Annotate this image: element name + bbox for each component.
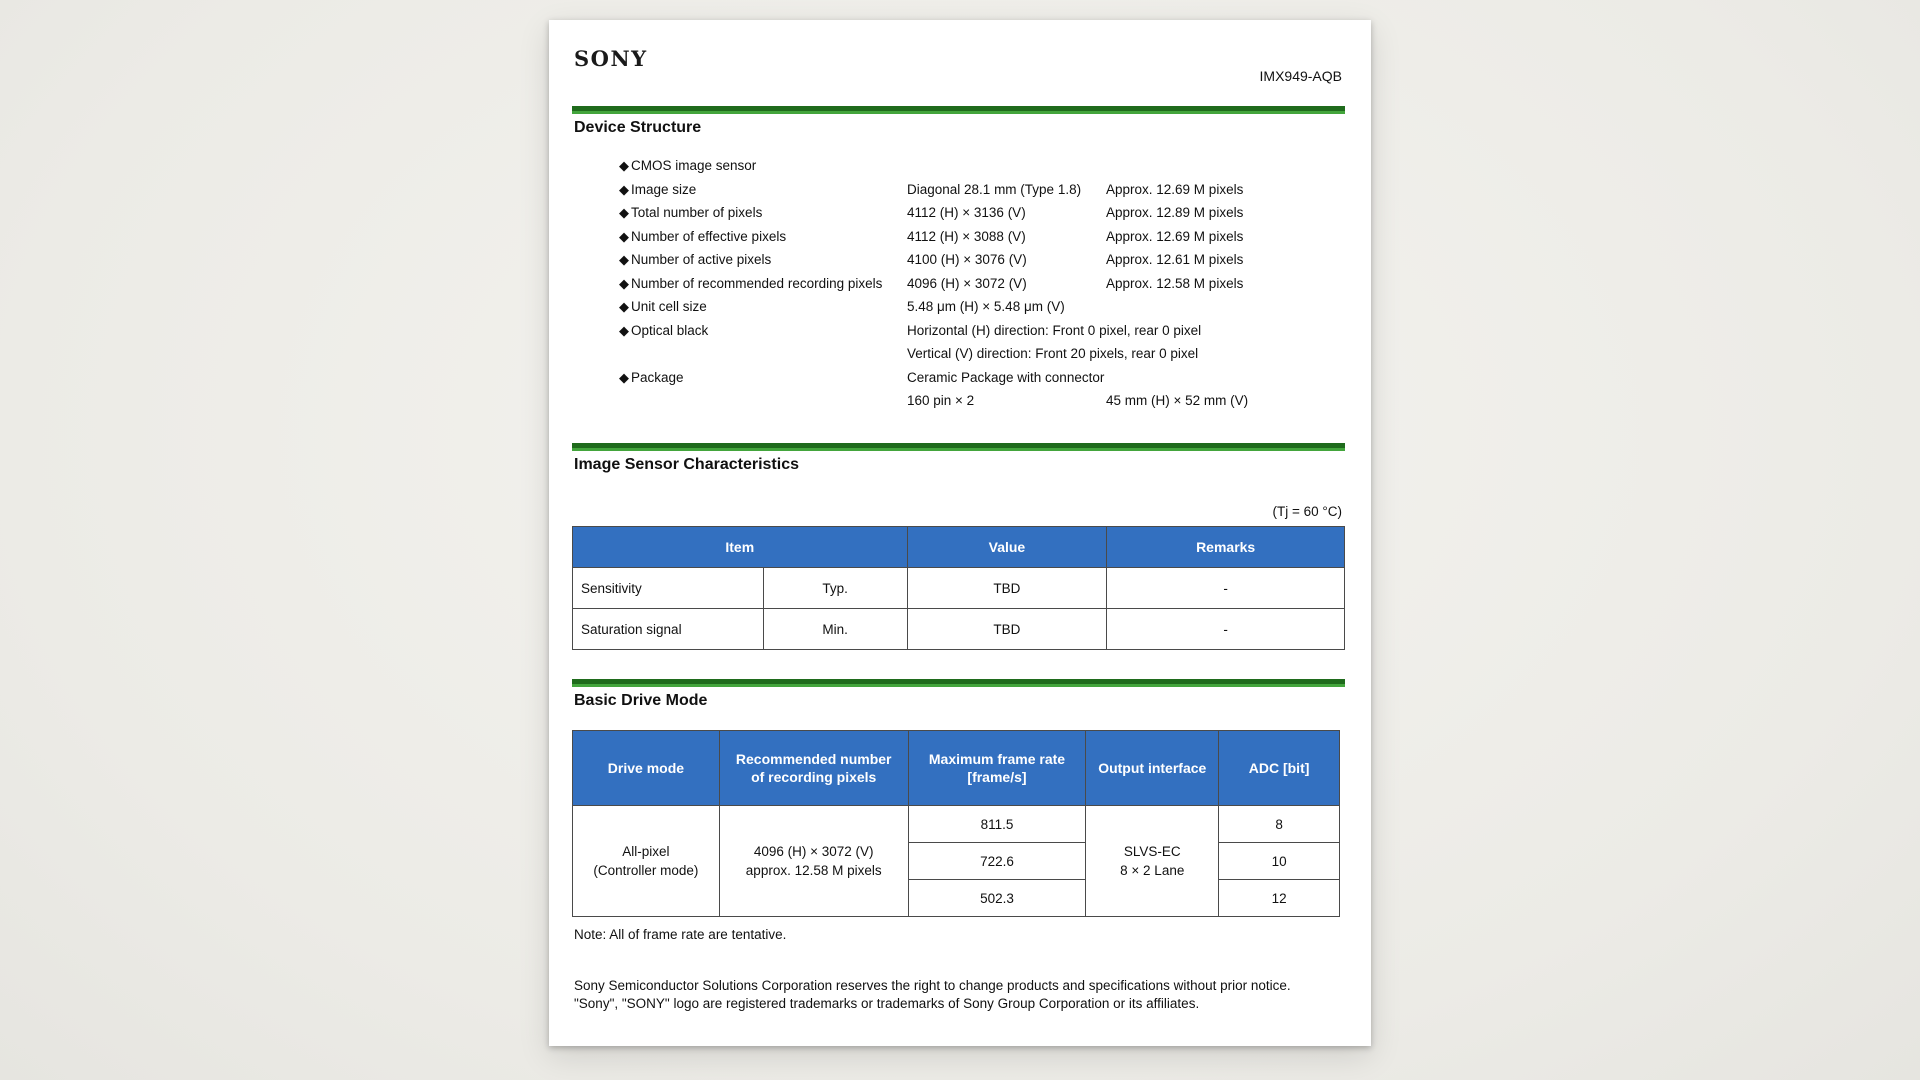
spec-row <box>619 276 1339 300</box>
column-header-remarks: Remarks <box>1107 527 1345 568</box>
diamond-bullet-icon: ◆ <box>619 205 629 220</box>
spec-row <box>619 299 1339 323</box>
spec-value: 4112 (H) × 3136 (V) <box>907 205 1026 220</box>
sensor-characteristics-table <box>572 526 1345 650</box>
spec-row <box>619 370 1339 394</box>
spec-label <box>619 252 771 268</box>
cell-line: SLVS-EC <box>1123 844 1181 859</box>
condition-cell: Typ. <box>763 568 907 609</box>
spec-value: 160 pin × 2 <box>907 393 975 408</box>
diamond-bullet-icon: ◆ <box>619 158 629 173</box>
diamond-bullet-icon: ◆ <box>619 275 629 291</box>
temperature-condition: (Tj = 60 °C) <box>1272 504 1342 519</box>
item-cell: Sensitivity <box>573 568 764 609</box>
spec-label-text: Number of recommended recording pixels <box>631 275 883 291</box>
spec-label <box>619 158 756 174</box>
cell-line: approx. 12.58 M pixels <box>745 863 882 878</box>
frame-rate-cell: 502.3 <box>908 880 1086 917</box>
spec-label <box>619 205 762 221</box>
spec-label-text: Number of active pixels <box>631 252 772 267</box>
spec-value: Diagonal 28.1 mm (Type 1.8) <box>907 181 1082 197</box>
spec-value: 5.48 μm (H) × 5.48 μm (V) <box>907 299 1065 314</box>
adc-cell: 10 <box>1219 843 1340 880</box>
spec-label-text: Optical black <box>631 322 709 338</box>
section-title-device-structure: Device Structure <box>574 119 702 136</box>
spec-value: Ceramic Package with connector <box>907 369 1105 385</box>
header-line: Maximum frame rate <box>928 751 1066 767</box>
section-divider <box>572 443 1345 451</box>
spec-label-text: CMOS image sensor <box>631 158 757 173</box>
column-header-output-interface: Output interface <box>1086 731 1219 806</box>
column-header-frame-rate <box>908 731 1086 806</box>
spec-label <box>619 299 707 315</box>
section-divider <box>572 106 1345 114</box>
table-header-row <box>573 527 1345 568</box>
column-header-adc: ADC [bit] <box>1219 731 1340 806</box>
diamond-bullet-icon: ◆ <box>619 252 629 267</box>
spec-value-secondary: Approx. 12.58 M pixels <box>1106 275 1244 291</box>
frame-rate-cell: 722.6 <box>908 843 1086 880</box>
spec-label-text: Number of effective pixels <box>631 228 787 244</box>
frame-rate-note: Note: All of frame rate are tentative. <box>574 927 787 942</box>
column-header-recording-pixels <box>719 731 908 806</box>
diamond-bullet-icon: ◆ <box>619 228 629 244</box>
section-title-drive-mode: Basic Drive Mode <box>574 692 708 709</box>
spec-label <box>619 276 882 292</box>
page-header <box>574 44 1342 84</box>
remarks-cell: - <box>1107 568 1345 609</box>
table-row <box>573 609 1345 650</box>
output-interface-cell <box>1086 806 1219 917</box>
spec-value-secondary: Approx. 12.89 M pixels <box>1106 205 1244 220</box>
section-divider <box>572 679 1345 687</box>
drive-mode-table <box>572 730 1340 917</box>
table-header-row <box>573 731 1340 806</box>
spec-label-text: Package <box>631 369 684 385</box>
cell-line: (Controller mode) <box>593 863 699 878</box>
footer-line: "Sony", "SONY" logo are registered trademarks or trademarks of Sony Group Corporation or its affiliates. <box>574 995 1200 1011</box>
spec-value: 4100 (H) × 3076 (V) <box>907 252 1027 267</box>
spec-value-secondary: Approx. 12.61 M pixels <box>1106 252 1244 267</box>
diamond-bullet-icon: ◆ <box>619 181 629 197</box>
datasheet-page <box>549 20 1371 1046</box>
sony-logo: SONY <box>574 46 648 71</box>
spec-label-text: Total number of pixels <box>631 205 763 220</box>
spec-value: Vertical (V) direction: Front 20 pixels, rear 0 pixel <box>907 346 1199 361</box>
spec-label <box>619 370 684 386</box>
value-cell: TBD <box>907 568 1107 609</box>
adc-cell: 8 <box>1219 806 1340 843</box>
spec-row <box>619 229 1339 253</box>
spec-label-text: Image size <box>631 181 697 197</box>
device-structure-list <box>619 158 1339 417</box>
cell-line: All-pixel <box>622 844 670 859</box>
column-header-drive-mode: Drive mode <box>573 731 720 806</box>
section-title-sensor-characteristics: Image Sensor Characteristics <box>574 456 799 473</box>
spec-row <box>619 182 1339 206</box>
spec-label <box>619 182 696 198</box>
footer-line: Sony Semiconductor Solutions Corporation reserves the right to change products and specifications without prior notice. <box>574 978 1291 993</box>
spec-label-text: Unit cell size <box>631 299 707 314</box>
drive-mode-cell <box>573 806 720 917</box>
spec-row <box>619 205 1339 229</box>
spec-row <box>619 158 1339 182</box>
recording-pixels-cell <box>719 806 908 917</box>
frame-rate-cell: 811.5 <box>908 806 1086 843</box>
spec-row <box>619 252 1339 276</box>
column-header-item: Item <box>573 527 908 568</box>
diamond-bullet-icon: ◆ <box>619 369 629 385</box>
diamond-bullet-icon: ◆ <box>619 322 629 338</box>
spec-label <box>619 229 786 245</box>
table-row <box>573 806 1340 843</box>
header-line: of recording pixels <box>751 769 877 785</box>
value-cell: TBD <box>907 609 1107 650</box>
cell-line: 8 × 2 Lane <box>1120 863 1185 878</box>
spec-value: 4112 (H) × 3088 (V) <box>907 228 1026 244</box>
legal-footer <box>574 977 1291 1012</box>
diamond-bullet-icon: ◆ <box>619 299 629 314</box>
condition-cell: Min. <box>763 609 907 650</box>
spec-label <box>619 323 708 339</box>
spec-row <box>619 393 1339 417</box>
spec-value-secondary: Approx. 12.69 M pixels <box>1106 181 1244 197</box>
spec-row <box>619 346 1339 370</box>
spec-value-secondary: Approx. 12.69 M pixels <box>1106 228 1244 244</box>
header-line: [frame/s] <box>967 769 1027 785</box>
spec-value-secondary: 45 mm (H) × 52 mm (V) <box>1106 393 1249 408</box>
spec-value: Horizontal (H) direction: Front 0 pixel, rear 0 pixel <box>907 322 1202 338</box>
header-line: Recommended number <box>735 751 892 767</box>
model-number: IMX949-AQB <box>1259 68 1342 84</box>
spec-value: 4096 (H) × 3072 (V) <box>907 275 1027 291</box>
table-row <box>573 568 1345 609</box>
column-header-value: Value <box>907 527 1107 568</box>
adc-cell: 12 <box>1219 880 1340 917</box>
cell-line: 4096 (H) × 3072 (V) <box>753 844 874 859</box>
spec-row <box>619 323 1339 347</box>
item-cell: Saturation signal <box>573 609 764 650</box>
remarks-cell: - <box>1107 609 1345 650</box>
